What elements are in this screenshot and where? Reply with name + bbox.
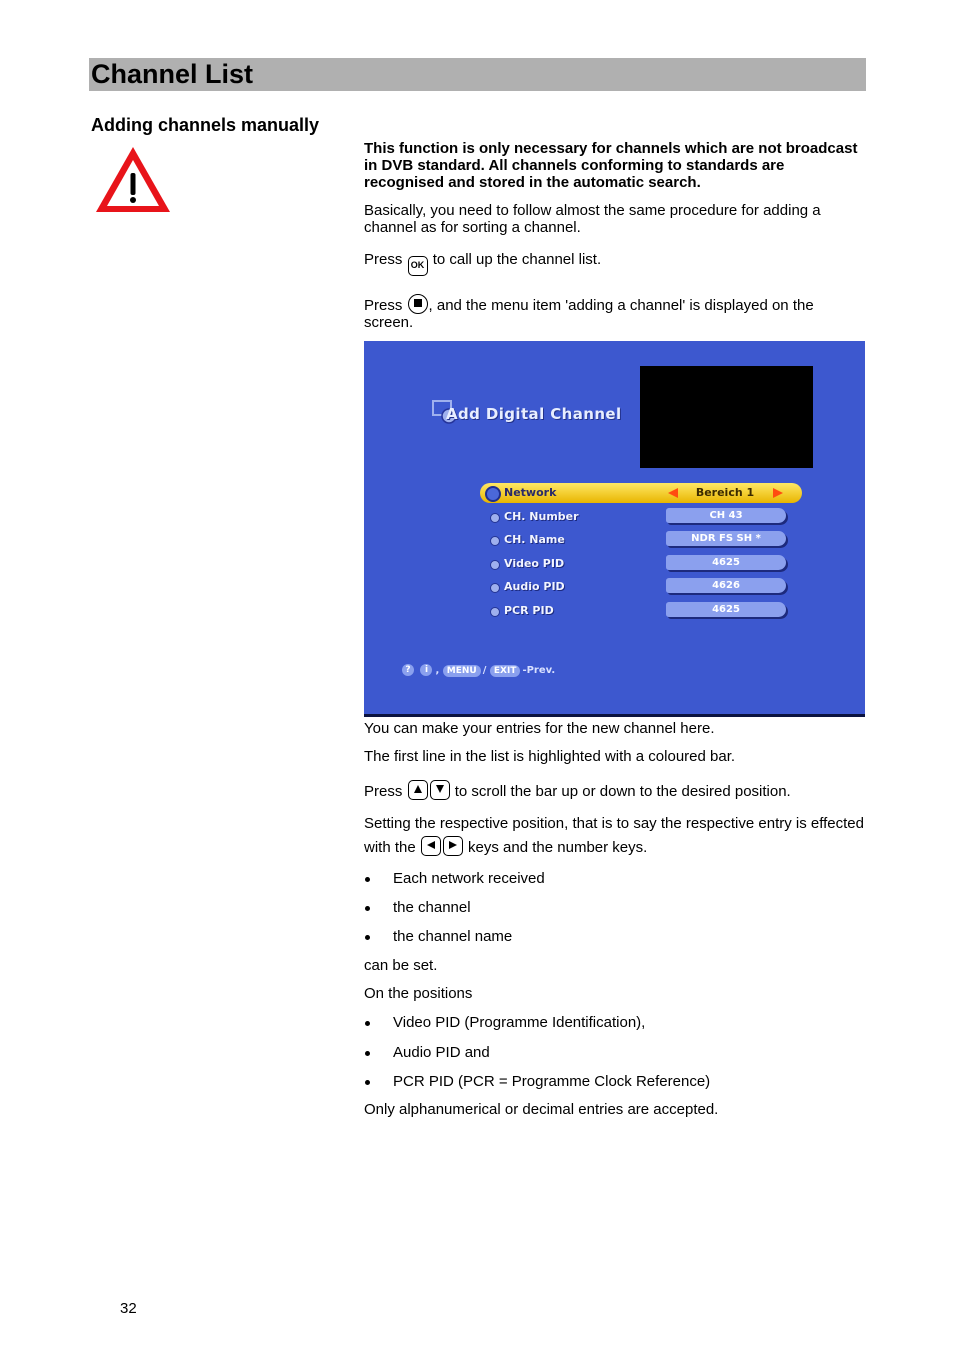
list-item: PCR PID (PCR = Programme Clock Reference) xyxy=(364,1073,864,1090)
section-heading: Adding channels manually xyxy=(91,115,320,135)
exit-key-icon: EXIT xyxy=(490,665,521,677)
list-item: the channel xyxy=(364,899,864,916)
setting-text-1: Setting the respective position, that is to say the respective entry is effected with the xyxy=(364,815,864,856)
tv-footer-hints: ? i , MENU / EXIT -Prev. xyxy=(402,664,555,677)
press-stop-suffix: , and the menu item 'adding a channel' is displayed on the screen. xyxy=(364,297,814,331)
menu-row-video-pid xyxy=(480,555,802,573)
menu-row-ch-name xyxy=(480,531,802,549)
row-value: CH 43 xyxy=(666,508,786,523)
list-item: Each network received xyxy=(364,870,864,887)
press-ok-suffix: to call up the channel list. xyxy=(432,251,602,268)
row-value: 4626 xyxy=(666,578,786,593)
press-updown-suffix: to scroll the bar up or down to the desired position. xyxy=(454,783,791,800)
arrow-right-icon xyxy=(773,488,783,498)
final-text: Only alphanumerical or decimal entries are accepted. xyxy=(364,1101,719,1118)
row-bullet-icon xyxy=(490,583,500,593)
on-positions-text: On the positions xyxy=(364,985,473,1002)
settable-list xyxy=(364,870,864,945)
row-bullet-icon xyxy=(490,607,500,617)
page-title: Channel List xyxy=(91,59,254,89)
up-key-icon xyxy=(408,780,428,800)
tv-screen-screenshot xyxy=(364,341,865,717)
press-stop-prefix: Press xyxy=(364,297,403,314)
body-p1: You can make your entries for the new channel here. xyxy=(364,720,715,737)
right-key-icon xyxy=(443,836,463,856)
row-bullet-icon xyxy=(490,560,500,570)
page-number: 32 xyxy=(120,1300,137,1317)
row-bullet-icon xyxy=(485,486,501,502)
tv-screen-title: Add Digital Channel xyxy=(446,405,622,423)
press-ok-prefix: Press xyxy=(364,251,403,268)
body-p2: The first line in the list is highlighted with a coloured bar. xyxy=(364,748,736,765)
press-updown-prefix: Press xyxy=(364,783,403,800)
menu-row-ch-number xyxy=(480,508,802,526)
body-content xyxy=(364,720,864,1118)
list-item: Audio PID and xyxy=(364,1044,864,1061)
row-value: 4625 xyxy=(666,602,786,617)
stop-key-icon xyxy=(408,294,428,314)
menu-row-audio-pid xyxy=(480,578,802,596)
row-label: CH. Number xyxy=(504,510,579,523)
intro-content xyxy=(364,140,864,331)
setting-text-2: keys and the number keys. xyxy=(468,839,648,856)
row-label: Network xyxy=(504,486,557,499)
bold-intro: This function is only necessary for channels which are not broadcast in DVB standard. All channels conforming to standards are recognised and stored in the automatic search. xyxy=(364,140,858,191)
row-value: 4625 xyxy=(666,555,786,570)
hint-separator: / xyxy=(482,665,487,676)
press-ok-line xyxy=(364,251,864,276)
info-icon: i xyxy=(420,664,432,676)
list-item: Video PID (Programme Identification), xyxy=(364,1014,864,1031)
left-key-icon xyxy=(421,836,441,856)
menu-row-network xyxy=(480,483,802,503)
prev-label: -Prev. xyxy=(522,665,556,676)
row-value: Bereich 1 xyxy=(695,486,755,499)
press-stop-line xyxy=(364,294,864,331)
list-item: the channel name xyxy=(364,928,864,945)
can-be-set-text: can be set. xyxy=(364,957,438,974)
row-label: PCR PID xyxy=(504,604,554,617)
help-icon: ? xyxy=(402,664,414,676)
row-label: Video PID xyxy=(504,557,565,570)
setting-paragraph xyxy=(364,812,864,860)
positions-list xyxy=(364,1014,864,1090)
header-bar xyxy=(89,58,866,91)
intro-paragraph: Basically, you need to follow almost the same procedure for adding a channel as for sorting a channel. xyxy=(364,202,821,236)
down-key-icon xyxy=(430,780,450,800)
menu-key-icon: MENU xyxy=(443,665,481,677)
ok-key-icon: OK xyxy=(408,256,428,276)
row-label: CH. Name xyxy=(504,533,565,546)
row-value: NDR FS SH * xyxy=(666,531,786,546)
row-bullet-icon xyxy=(490,513,500,523)
row-bullet-icon xyxy=(490,536,500,546)
menu-row-pcr-pid xyxy=(480,602,802,620)
warning-icon xyxy=(94,145,172,215)
video-preview xyxy=(640,366,813,468)
press-updown-line xyxy=(364,780,864,800)
row-label: Audio PID xyxy=(504,580,565,593)
